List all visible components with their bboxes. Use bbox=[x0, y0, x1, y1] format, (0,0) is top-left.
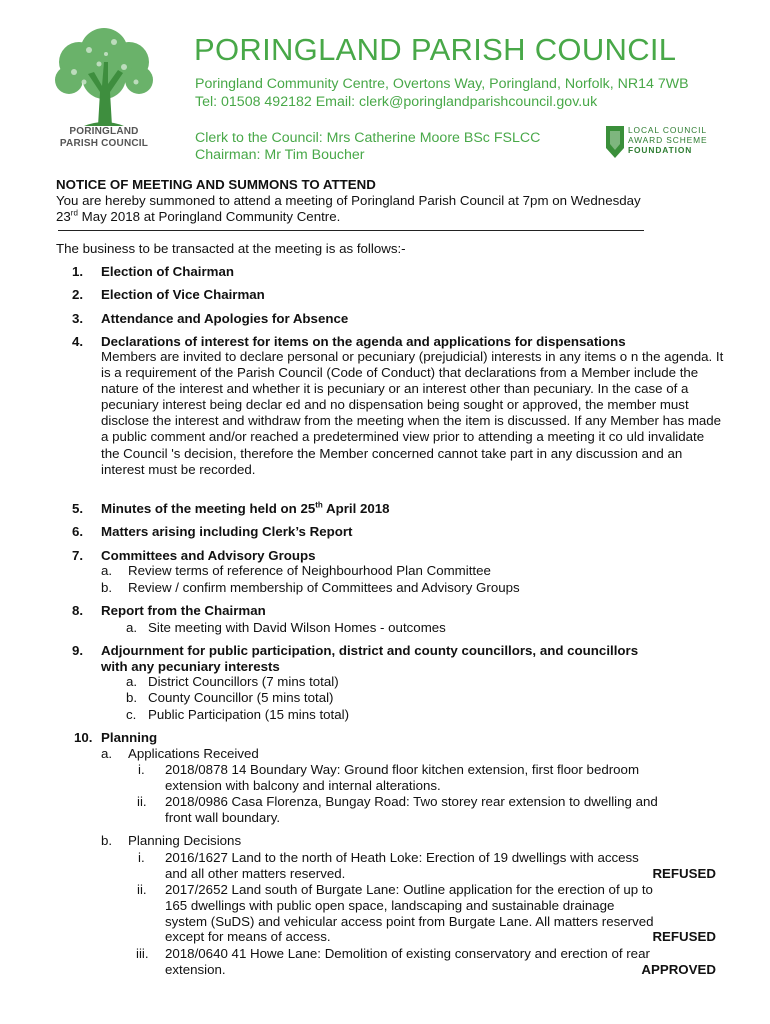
divider-line bbox=[58, 230, 644, 231]
item-8-title: Report from the Chairman bbox=[101, 603, 266, 618]
item-10a-title: Applications Received bbox=[128, 746, 259, 761]
item-10a-i-line-2: extension with balcony and internal alterations. bbox=[165, 778, 441, 793]
award-badge-icon bbox=[606, 126, 624, 158]
item-9-number: 9. bbox=[72, 643, 84, 658]
clerk-name: Clerk to the Council: Mrs Catherine Moore BSc FSLCC bbox=[195, 130, 541, 146]
item-7-title: Committees and Advisory Groups bbox=[101, 548, 316, 563]
council-logo bbox=[44, 22, 164, 152]
notice-heading: NOTICE OF MEETING AND SUMMONS TO ATTEND bbox=[56, 177, 376, 192]
item-10b-title: Planning Decisions bbox=[128, 833, 242, 848]
item-5-title: Minutes of the meeting held on 25th April 2018 bbox=[101, 500, 390, 516]
item-10b-ii-line-2: 165 dwellings with public open space, landscaping and sustainable drainage bbox=[165, 898, 615, 913]
item-9b-text: County Councillor (5 mins total) bbox=[148, 690, 334, 705]
intro-text: The business to be transacted at the meeting is as follows:- bbox=[56, 241, 406, 256]
item-7a-letter: a. bbox=[101, 563, 113, 578]
item-5-number: 5. bbox=[72, 501, 84, 516]
item-10b-iii-line-1: 2018/0640 41 Howe Lane: Demolition of existing conservatory and erection of rear bbox=[165, 946, 650, 961]
item-10a-i-roman: i. bbox=[138, 762, 145, 777]
item-10b-i-roman: i. bbox=[138, 850, 145, 865]
badge-line-2: AWARD SCHEME bbox=[628, 135, 708, 146]
item-8a-letter: a. bbox=[126, 620, 138, 635]
item-10b-ii-line-4: except for means of access. bbox=[165, 929, 331, 944]
item-8-number: 8. bbox=[72, 603, 84, 618]
item-9-title-line-2: with any pecuniary interests bbox=[101, 659, 280, 674]
item-10-title: Planning bbox=[101, 730, 158, 745]
item-6-title: Matters arising including Clerk’s Report bbox=[101, 524, 353, 539]
badge-line-1: LOCAL COUNCIL bbox=[628, 125, 707, 135]
item-4-title: Declarations of interest for items on the agenda and applications for dispensations bbox=[101, 334, 626, 349]
item-10b-iii-status: APPROVED bbox=[641, 962, 716, 977]
notice-line-2: 23rd May 2018 at Poringland Community Centre. bbox=[56, 208, 341, 224]
council-contact: Tel: 01508 492182 Email: clerk@poringlandparishcouncil.gov.uk bbox=[195, 94, 598, 110]
item-10b-ii-line-3: system (SuDS) and vehicular access point from Burgate Lane. All matters reserved bbox=[165, 914, 654, 929]
item-10a-letter: a. bbox=[101, 746, 113, 761]
item-10b-ii-roman: ii. bbox=[137, 882, 147, 897]
item-10b-i-line-2: and all other matters reserved. bbox=[165, 866, 346, 881]
item-10a-ii-line-1: 2018/0986 Casa Florenza, Bungay Road: Two storey rear extension to dwelling and bbox=[165, 794, 658, 809]
council-title: PORINGLAND PARISH COUNCIL bbox=[194, 32, 677, 67]
item-7-number: 7. bbox=[72, 548, 84, 563]
item-1-number: 1. bbox=[72, 264, 84, 279]
council-address: Poringland Community Centre, Overtons Way, Poringland, Norfolk, NR14 7WB bbox=[195, 76, 689, 92]
item-4-body: Members are invited to declare personal or pecuniary (prejudicial) interests in any items o n the agenda. It is a requirement of the Parish Council (Code of Conduct) that declarations from a Member include the nature of the interest and whether it is pecuniary or an interest other than pecuniary. In the case of a pecuniary interest being declar ed and no dispensation being sought or approved, the member must disclose the interest and withdraw from the meeting when the item is discussed. If any Member has made a public comment and/or reached a predetermined view prior to attending a meeting it co uld invalidate the Council 's decision, therefore the Member concerned cannot take part in any discussion and an interest must be recorded. bbox=[101, 349, 724, 477]
item-9-title-line-1: Adjournment for public participation, district and county councillors, and councillors bbox=[101, 643, 639, 658]
item-10a-i-line-1: 2018/0878 14 Boundary Way: Ground floor kitchen extension, first floor bedroom bbox=[165, 762, 640, 777]
item-3-title: Attendance and Apologies for Absence bbox=[101, 311, 349, 326]
item-9c-text: Public Participation (15 mins total) bbox=[148, 707, 350, 722]
notice-line-1: You are hereby summoned to attend a meeting of Poringland Parish Council at 7pm on Wednesday bbox=[56, 193, 641, 208]
logo-line-2: PARISH COUNCIL bbox=[59, 138, 149, 149]
item-2-title: Election of Vice Chairman bbox=[101, 287, 265, 302]
item-8a-text: Site meeting with David Wilson Homes - outcomes bbox=[148, 620, 446, 635]
item-3-number: 3. bbox=[72, 311, 84, 326]
item-1-title: Election of Chairman bbox=[101, 264, 234, 279]
item-10-number: 10. bbox=[74, 730, 93, 745]
item-9b-letter: b. bbox=[126, 690, 138, 705]
item-10b-iii-line-2: extension. bbox=[165, 962, 226, 977]
chairman-name: Chairman: Mr Tim Boucher bbox=[195, 147, 365, 163]
award-scheme-badge bbox=[606, 124, 726, 160]
item-10b-i-status: REFUSED bbox=[652, 866, 716, 881]
item-7b-text: Review / confirm membership of Committees and Advisory Groups bbox=[128, 580, 520, 595]
item-9a-text: District Councillors (7 mins total) bbox=[148, 674, 339, 689]
item-2-number: 2. bbox=[72, 287, 84, 302]
item-10a-ii-roman: ii. bbox=[137, 794, 147, 809]
item-10b-letter: b. bbox=[101, 833, 113, 848]
badge-line-3: FOUNDATION bbox=[628, 145, 693, 156]
item-7a-text: Review terms of reference of Neighbourhood Plan Committee bbox=[128, 563, 491, 578]
item-6-number: 6. bbox=[72, 524, 84, 539]
tree-icon bbox=[44, 22, 164, 132]
item-7b-letter: b. bbox=[101, 580, 113, 595]
item-10b-ii-line-1: 2017/2652 Land south of Burgate Lane: Outline application for the erection of up to bbox=[165, 882, 653, 897]
item-9a-letter: a. bbox=[126, 674, 138, 689]
item-10b-iii-roman: iii. bbox=[136, 946, 149, 961]
item-4-number: 4. bbox=[72, 334, 84, 349]
item-10a-ii-line-2: front wall boundary. bbox=[165, 810, 281, 825]
item-10b-i-line-1: 2016/1627 Land to the north of Heath Loke: Erection of 19 dwellings with access bbox=[165, 850, 639, 865]
item-9c-letter: c. bbox=[126, 707, 137, 722]
logo-line-1: PORINGLAND bbox=[69, 126, 139, 137]
item-10b-ii-status: REFUSED bbox=[652, 929, 716, 944]
